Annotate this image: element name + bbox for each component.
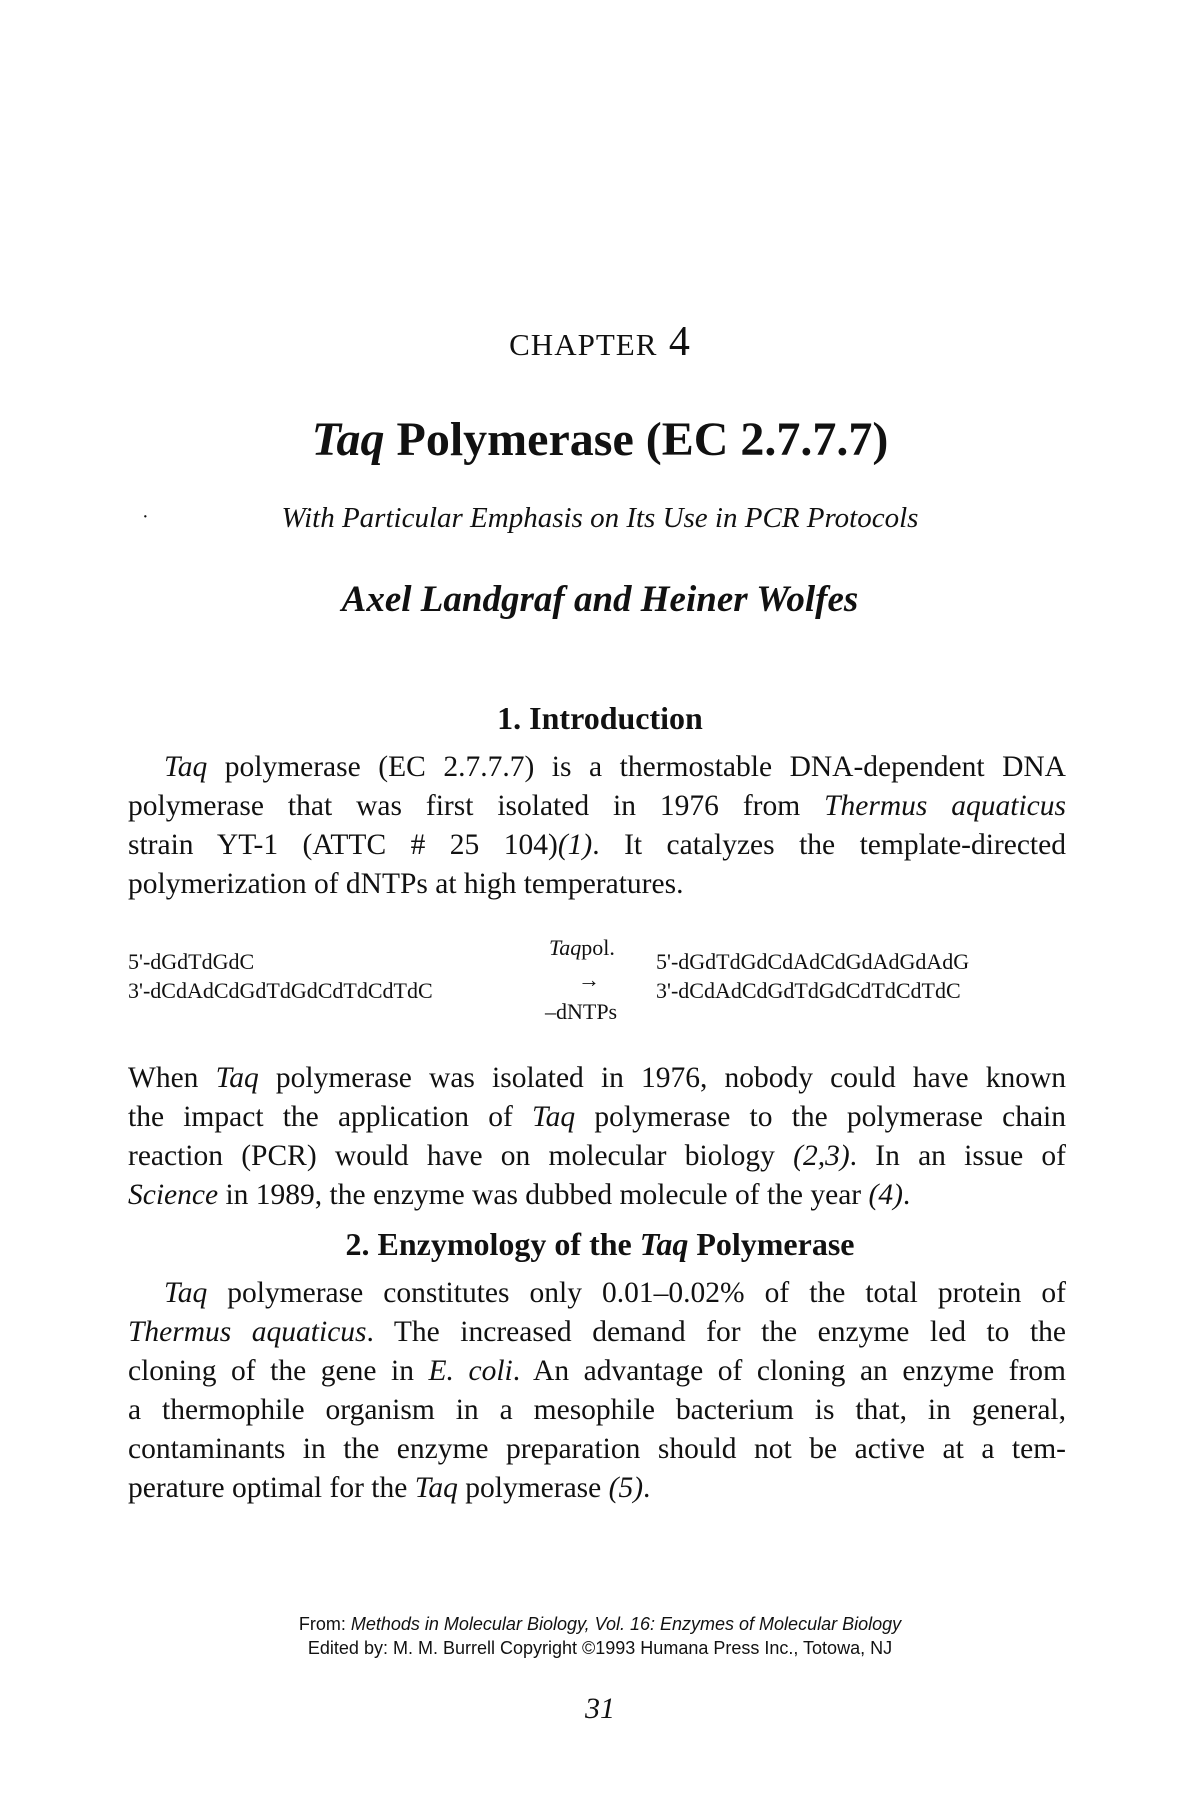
text-run: in 1989, the enzyme was dubbed molecule of the year bbox=[218, 1179, 869, 1211]
text-run: polymerase bbox=[457, 1472, 609, 1504]
paragraph-line bbox=[128, 1137, 1066, 1176]
title-italic: Taq bbox=[311, 413, 385, 466]
page-number: 31 bbox=[585, 1692, 615, 1725]
paragraph-line bbox=[128, 865, 1066, 904]
heading-italic: Taq bbox=[639, 1226, 689, 1262]
paragraph-line bbox=[128, 1176, 1066, 1215]
citation: (1) bbox=[557, 829, 593, 861]
text-italic: Thermus aquaticus bbox=[128, 1316, 367, 1348]
chapter-number: 4 bbox=[668, 319, 691, 365]
footnote-edited: Edited by: M. M. Burrell Copyright ©1993 Humana Press Inc., Totowa, NJ bbox=[307, 1638, 893, 1658]
text-run: reaction (PCR) would have on molecular biology bbox=[128, 1140, 794, 1172]
reaction-arrow: → bbox=[578, 967, 600, 992]
text-run: perature optimal for the bbox=[128, 1472, 415, 1504]
text-run: a thermophile organism in a mesophile bacterium is that, in general, bbox=[128, 1394, 1066, 1426]
text-run: cloning of the gene in bbox=[128, 1355, 429, 1387]
paragraph-line bbox=[128, 748, 1066, 787]
text-run: contaminants in the enzyme preparation should not be active at a tem- bbox=[128, 1433, 1066, 1465]
section-2-heading bbox=[0, 1226, 1200, 1263]
text-run: When bbox=[128, 1062, 216, 1094]
reaction-byproduct: –dNTPs bbox=[545, 999, 618, 1024]
paragraph-line bbox=[128, 1274, 1066, 1313]
citation: (5) bbox=[608, 1472, 644, 1504]
footnote-source: Methods in Molecular Biology, Vol. 16: Enzymes of Molecular Biology bbox=[350, 1614, 902, 1634]
reaction-catalyst bbox=[549, 935, 615, 961]
text-run: . In an issue of bbox=[849, 1140, 1066, 1172]
subtitle-mark: · bbox=[142, 506, 149, 528]
chapter-title bbox=[0, 412, 1200, 467]
paragraph-line bbox=[128, 787, 1066, 826]
paragraph-line bbox=[128, 1469, 1066, 1508]
chapter-subtitle: With Particular Emphasis on Its Use in PCR Protocols bbox=[281, 502, 919, 534]
citation: (2,3) bbox=[793, 1140, 850, 1172]
text-run: . bbox=[902, 1179, 911, 1211]
text-run: the impact the application of bbox=[128, 1101, 532, 1133]
citation: (4) bbox=[868, 1179, 903, 1211]
text-run: polymerase (EC 2.7.7.7) is a thermostable DNA-dependent DNA bbox=[207, 751, 1066, 783]
text-italic: Taq bbox=[164, 751, 208, 783]
paragraph-line bbox=[128, 1313, 1066, 1352]
text-run: . It catalyzes the template-directed bbox=[592, 829, 1066, 861]
text-run: polymerization of dNTPs at high temperatures. bbox=[128, 868, 684, 900]
heading-post: Polymerase bbox=[688, 1226, 855, 1262]
section-1-heading: 1. Introduction bbox=[497, 700, 703, 736]
text-italic: Taq bbox=[414, 1472, 458, 1504]
text-run: . The increased demand for the enzyme led to the bbox=[366, 1316, 1067, 1348]
text-run: polymerase constitutes only 0.01–0.02% of the total protein of bbox=[207, 1277, 1066, 1309]
text-italic: Taq bbox=[215, 1062, 259, 1094]
authors: Axel Landgraf and Heiner Wolfes bbox=[341, 579, 859, 620]
paragraph-2 bbox=[128, 1059, 1066, 1215]
section-1-paragraph bbox=[128, 748, 1066, 904]
catalyst-italic: Taq bbox=[549, 935, 582, 960]
paragraph-line bbox=[128, 1352, 1066, 1391]
reaction-left-bottom: 3'-dCdAdCdGdTdGdCdTdCdTdC bbox=[128, 978, 433, 1003]
chapter-word: CHAPTER bbox=[509, 327, 658, 362]
paragraph-line bbox=[128, 1430, 1066, 1469]
text-italic: E. coli bbox=[428, 1355, 513, 1387]
text-italic: Taq bbox=[164, 1277, 208, 1309]
paragraph-line bbox=[128, 1391, 1066, 1430]
reaction-right-bottom: 3'-dCdAdCdGdTdGdCdTdCdTdC bbox=[656, 978, 961, 1003]
footnote-from bbox=[0, 1612, 1200, 1636]
text-run: polymerase that was first isolated in 1976 from bbox=[128, 790, 825, 822]
reaction-equation bbox=[128, 935, 1068, 1035]
text-run: polymerase was isolated in 1976, nobody could have known bbox=[258, 1062, 1066, 1094]
footnote-from-label: From: bbox=[298, 1614, 351, 1634]
text-run: . An advantage of cloning an enzyme from bbox=[512, 1355, 1066, 1387]
text-italic: Thermus aquaticus bbox=[824, 790, 1067, 822]
text-italic: Science bbox=[128, 1179, 219, 1211]
paragraph-line bbox=[128, 1098, 1066, 1137]
title-rest: Polymerase (EC 2.7.7.7) bbox=[384, 413, 889, 466]
section-2-paragraph bbox=[128, 1274, 1066, 1508]
reaction-left-top: 5'-dGdTdGdC bbox=[128, 949, 255, 974]
paragraph-line bbox=[128, 826, 1066, 865]
chapter-label bbox=[0, 318, 1200, 366]
catalyst-rest: pol. bbox=[581, 935, 615, 960]
text-run: . bbox=[643, 1472, 651, 1504]
heading-pre: 2. Enzymology of the bbox=[345, 1226, 640, 1262]
text-italic: Taq bbox=[531, 1101, 576, 1133]
source-footnote bbox=[0, 1612, 1200, 1660]
text-run: polymerase to the polymerase chain bbox=[575, 1101, 1066, 1133]
reaction-right-top: 5'-dGdTdGdCdAdCdGdAdGdAdG bbox=[656, 949, 970, 974]
paragraph-line bbox=[128, 1059, 1066, 1098]
text-run: strain YT-1 (ATTC # 25 104) bbox=[128, 829, 558, 861]
